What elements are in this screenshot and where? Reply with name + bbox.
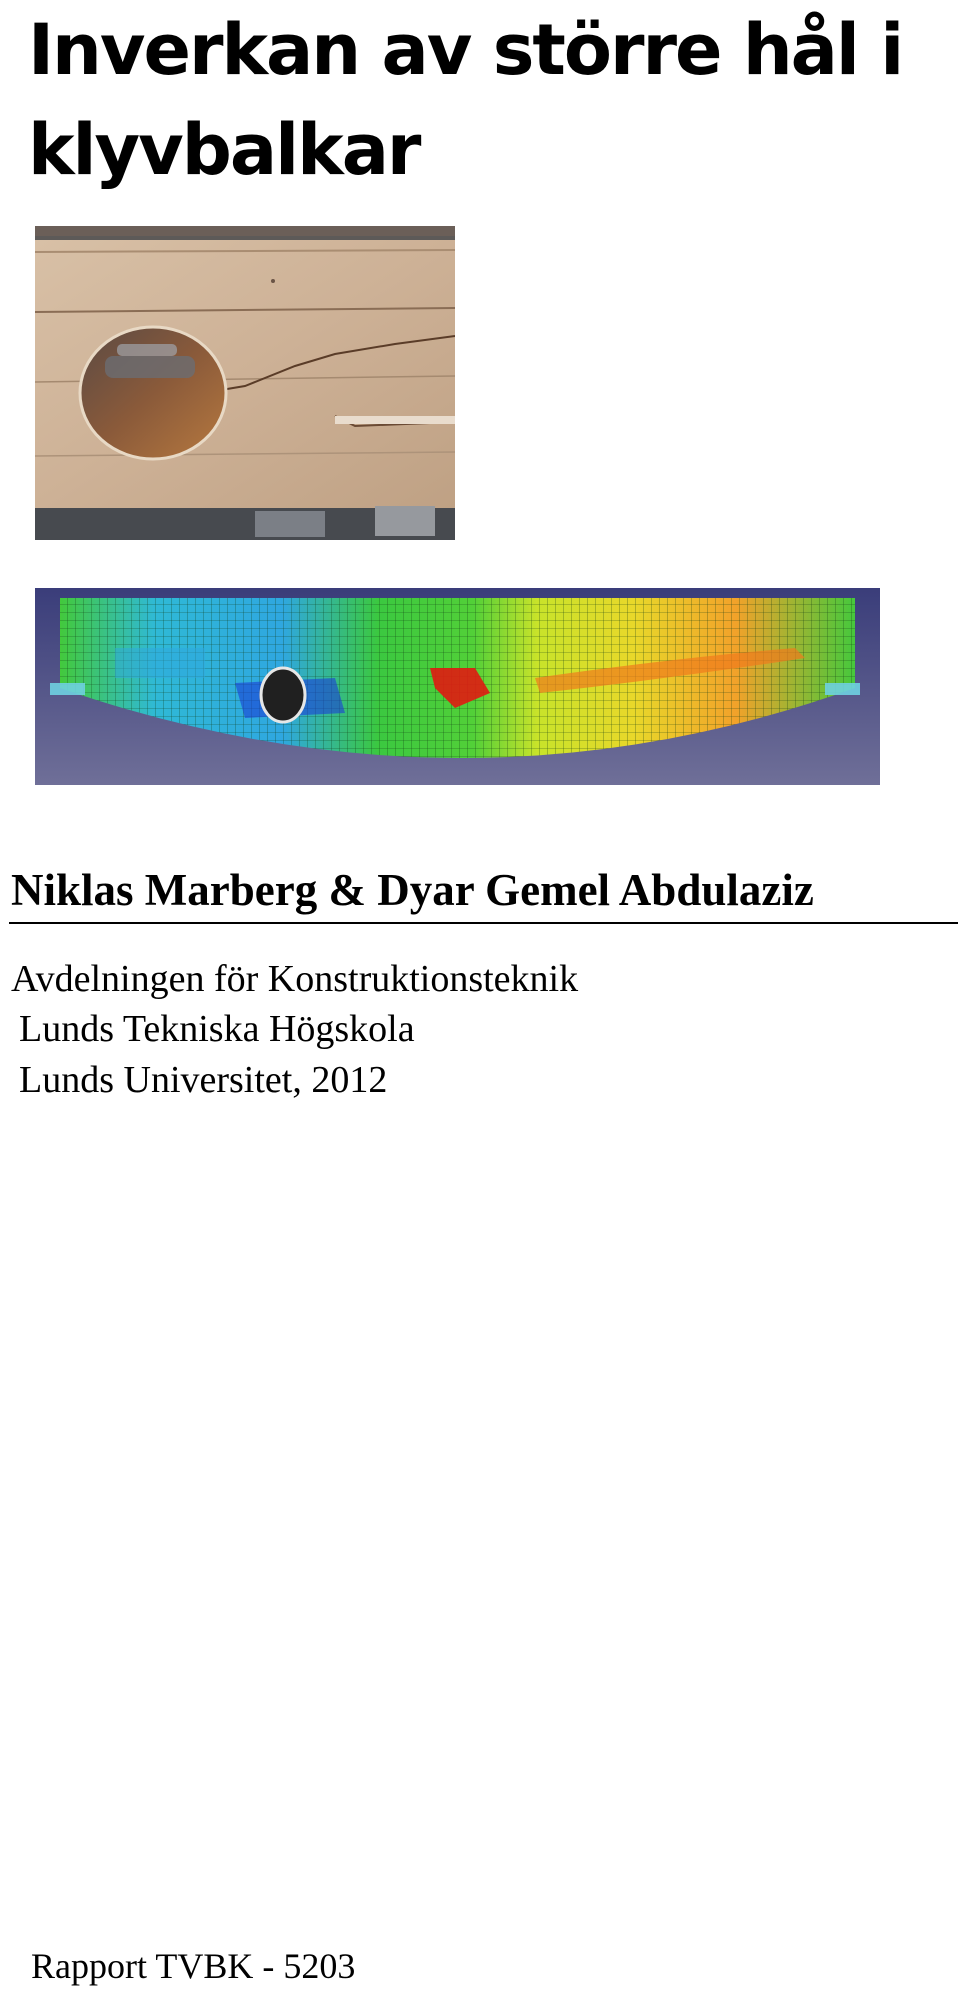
report-number: Rapport TVBK - 5203 (31, 1946, 356, 1986)
fem-stress-plot (35, 588, 880, 785)
beam-test-photo (35, 226, 455, 540)
author-names: Niklas Marberg & Dyar Gemel Abdulaziz (11, 865, 814, 915)
affiliation-university: Lunds Universitet, 2012 (19, 1059, 388, 1101)
affiliation-school: Lunds Tekniska Högskola (19, 1008, 415, 1050)
author-divider (9, 922, 958, 924)
report-title: Inverkan av större hål i klyvbalkar (28, 9, 903, 191)
affiliation-department: Avdelningen för Konstruktionsteknik (11, 958, 579, 1000)
